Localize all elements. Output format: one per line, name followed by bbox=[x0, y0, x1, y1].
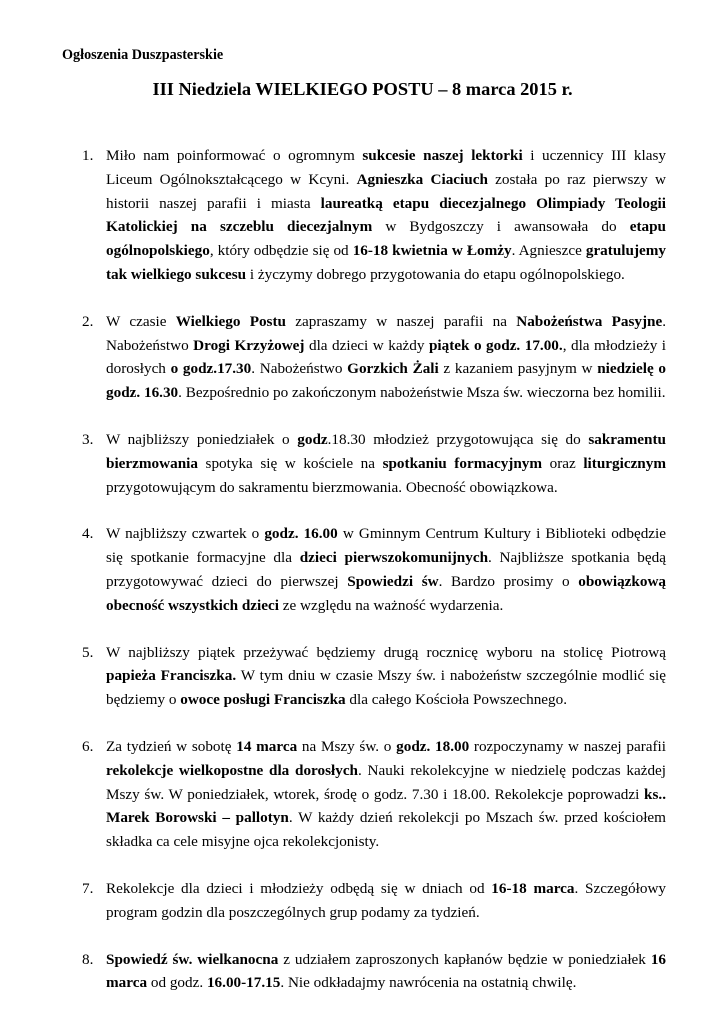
text: , który odbędzie się od bbox=[209, 242, 353, 260]
text: . W każdy dzień rekolekcji po Mszach św. przed kościołem składka ca cele misyjne ojca rekolekcjonisty. bbox=[106, 809, 666, 851]
item-number: 3. bbox=[82, 430, 94, 448]
text: Miło nam poinformować o ogromnym bbox=[106, 147, 363, 164]
item-number: 4. bbox=[82, 525, 94, 543]
text: z udziałem zaproszonych kapłanów będzie w poniedziałek bbox=[278, 950, 651, 968]
bold-text: spotkaniu formacyjnym bbox=[382, 454, 543, 472]
text: z kazaniem pasyjnym w bbox=[438, 360, 598, 378]
text: . Bezpośrednio po zakończonym nabożeństwie Msza św. wieczorna bez homilii. bbox=[178, 384, 666, 402]
bold-text: 16-18 marca bbox=[491, 879, 575, 897]
bold-text: 16.00-17.15 bbox=[206, 974, 281, 992]
bold-text: dzieci pierwszokomunijnych bbox=[299, 549, 489, 567]
bold-text: 14 marca bbox=[236, 737, 298, 755]
text: . Bardzo prosimy o bbox=[438, 572, 579, 590]
document-title: III Niedziela WIELKIEGO POSTU – 8 marca 2015 r. bbox=[152, 79, 573, 99]
item-text bbox=[106, 948, 666, 996]
bold-text: Nabożeństwa Pasyjne bbox=[516, 312, 663, 330]
bold-text: Agnieszka Ciaciuch bbox=[356, 170, 488, 188]
item-text bbox=[106, 428, 666, 499]
text: rozpoczynamy w naszej parafii bbox=[469, 737, 666, 755]
bold-text: obowiązkową obecność wszystkich dzieci bbox=[106, 572, 667, 614]
text: . Nabożeństwo bbox=[106, 312, 666, 354]
announcement-item bbox=[82, 877, 666, 925]
text: . Nauki rekolekcyjne w niedzielę podczas każdej Mszy św. W poniedziałek, wtorek, środę o godz. 7.30 i 18.00. Rekolekcje poprowadzi bbox=[106, 761, 666, 803]
announcement-item bbox=[82, 948, 666, 996]
bold-text: niedzielę o godz. 16.30 bbox=[106, 360, 667, 402]
text: . Nie odkładajmy nawrócenia na ostatnią chwilę. bbox=[280, 974, 577, 992]
bold-text: Gorzkich Żali bbox=[347, 360, 439, 378]
bold-text: sakramentu bierzmowania bbox=[106, 430, 666, 472]
bold-text: papieża Franciszka. bbox=[106, 667, 237, 685]
item-number: 2. bbox=[82, 312, 94, 330]
bold-text: godz. 18.00 bbox=[396, 737, 470, 755]
bold-text: Drogi Krzyżowej bbox=[193, 336, 305, 354]
document-header: Ogłoszenia Duszpasterskie bbox=[62, 47, 224, 63]
text: .18.30 młodzież przygotowująca się do bbox=[327, 430, 589, 448]
bold-text: godz bbox=[297, 430, 328, 448]
text: W tym dniu w czasie Mszy św. i nabożeństw szczególnie modlić się będziemy o bbox=[106, 667, 666, 709]
bold-text: ks.. Marek Borowski – pallotyn bbox=[106, 785, 666, 827]
text: dla całego Kościoła Powszechnego. bbox=[345, 691, 568, 709]
text: W najbliższy czwartek o bbox=[106, 525, 265, 543]
text: Rekolekcje dla dzieci i młodzieży odbędą się w dniach od bbox=[106, 879, 492, 897]
text: i uczennicy III klasy Liceum Ogólnokształcącego w Kcyni. bbox=[106, 147, 666, 188]
text: dla dzieci w każdy bbox=[304, 336, 429, 354]
text: zapraszamy w naszej parafii na bbox=[285, 312, 517, 330]
announcement-item bbox=[82, 522, 666, 617]
announcement-item bbox=[82, 144, 666, 287]
item-number: 5. bbox=[82, 643, 94, 661]
text: spotyka się w kościele na bbox=[197, 454, 383, 472]
item-text bbox=[106, 877, 666, 925]
bold-text: sukcesie naszej lektorki bbox=[362, 147, 523, 164]
bold-text: 16 marca bbox=[106, 950, 666, 992]
text: Za tydzień w sobotę bbox=[106, 737, 237, 755]
text: . Szczegółowy program godzin dla poszczególnych grup podamy za tydzień. bbox=[106, 879, 667, 921]
item-number: 8. bbox=[82, 950, 94, 968]
bold-text: liturgicznym bbox=[583, 454, 666, 472]
bold-text: godz. 16.00 bbox=[264, 525, 338, 543]
text: W najbliższy piątek przeżywać będziemy drugą rocznicę wyboru na stolicę Piotrową bbox=[106, 643, 666, 661]
text: od godz. bbox=[147, 974, 207, 992]
text: W najbliższy poniedziałek o bbox=[106, 430, 298, 448]
bold-text: Wielkiego Postu bbox=[175, 312, 286, 330]
item-number: 7. bbox=[82, 879, 94, 897]
text: oraz bbox=[542, 454, 584, 472]
bold-text: 16-18 kwietnia w Łomży bbox=[352, 242, 512, 260]
text: została po raz pierwszy w historii naszej parafii i miasta bbox=[106, 170, 667, 212]
item-text bbox=[106, 641, 666, 712]
announcement-item bbox=[82, 735, 666, 854]
text: , dla młodzieży i dorosłych bbox=[106, 336, 666, 378]
item-number: 1. bbox=[82, 147, 94, 164]
text: na Mszy św. o bbox=[297, 737, 397, 755]
announcement-item bbox=[82, 310, 666, 405]
text: W czasie bbox=[106, 312, 176, 330]
bold-text: Spowiedzi św bbox=[347, 572, 439, 590]
item-text bbox=[106, 310, 666, 405]
announcement-item bbox=[82, 641, 666, 712]
announcement-item bbox=[82, 428, 666, 499]
bold-text: rekolekcje wielkopostne dla dorosłych bbox=[106, 761, 359, 779]
bold-text: Spowiedź św. wielkanocna bbox=[106, 950, 279, 968]
bold-text: etapu ogólnopolskiego bbox=[106, 218, 666, 260]
bold-text: piątek o godz. 17.00. bbox=[428, 336, 563, 354]
bold-text: gratulujemy tak wielkiego sukcesu bbox=[106, 242, 666, 283]
bold-text: laureatką etapu diecezjalnego Olimpiady Teologii Katolickiej na szczeblu diecezjalnym bbox=[106, 194, 666, 236]
item-text bbox=[106, 522, 666, 617]
text: w Bydgoszczy i awansowała do bbox=[372, 218, 630, 236]
text: . Agnieszce bbox=[511, 242, 586, 260]
text: w Gminnym Centrum Kultury i Biblioteki odbędzie się spotkanie formacyjne dla bbox=[106, 525, 667, 567]
bold-text: owoce posługi Franciszka bbox=[180, 691, 346, 709]
text: i życzymy dobrego przygotowania do etapu ogólnopolskiego. bbox=[246, 265, 625, 283]
item-text bbox=[106, 144, 666, 287]
announcements-list bbox=[82, 144, 666, 995]
text: ze względu na ważność wydarzenia. bbox=[278, 596, 504, 614]
text: . Najbliższe spotkania będą przygotowywać dzieci do pierwszej bbox=[106, 549, 666, 590]
item-number: 6. bbox=[82, 737, 94, 755]
item-text bbox=[106, 735, 666, 854]
text: przygotowującym do sakramentu bierzmowania. Obecność obowiązkowa. bbox=[106, 478, 558, 496]
bold-text: o godz.17.30 bbox=[170, 360, 252, 378]
text: . Nabożeństwo bbox=[251, 360, 348, 378]
